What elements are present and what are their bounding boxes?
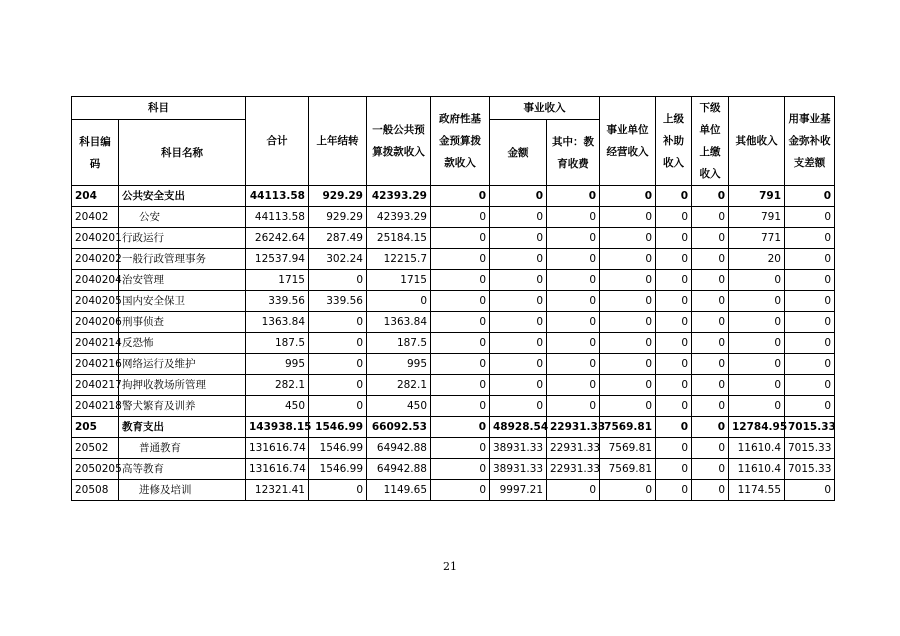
cell-code: 2040205 [72,291,119,312]
table-row [72,228,835,249]
cell-gov-fund: 0 [431,186,490,207]
cell-code: 204 [72,186,119,207]
cell-reserve: 7015.33 [785,417,835,438]
cell-other: 791 [729,207,785,228]
cell-carryover: 0 [309,333,367,354]
cell-reserve: 0 [785,396,835,417]
cell-upper: 0 [656,480,692,501]
cell-operating: 0 [600,333,656,354]
cell-edu-fee: 0 [547,207,600,228]
table-row [72,333,835,354]
header-other-income: 其他收入 [729,97,785,186]
cell-general: 64942.88 [367,459,431,480]
cell-gov-fund: 0 [431,291,490,312]
cell-lower: 0 [692,396,729,417]
budget-table [71,96,835,501]
header-edu-fee: 其中：教育收费 [547,120,600,186]
cell-carryover: 302.24 [309,249,367,270]
cell-operating: 0 [600,207,656,228]
cell-general: 25184.15 [367,228,431,249]
cell-operating: 0 [600,396,656,417]
cell-gov-fund: 0 [431,312,490,333]
cell-amount: 0 [490,354,547,375]
cell-name: 公共安全支出 [119,186,246,207]
cell-operating: 7569.81 [600,417,656,438]
cell-reserve: 7015.33 [785,459,835,480]
cell-reserve: 0 [785,312,835,333]
cell-edu-fee: 22931.33 [547,459,600,480]
cell-name: 教育支出 [119,417,246,438]
cell-name: 治安管理 [119,270,246,291]
cell-gov-fund: 0 [431,480,490,501]
header-upper-subsidy: 上级补助收入 [656,97,692,186]
cell-other: 1174.55 [729,480,785,501]
cell-lower: 0 [692,249,729,270]
cell-lower: 0 [692,459,729,480]
table-row [72,270,835,291]
cell-edu-fee: 0 [547,333,600,354]
cell-general: 450 [367,396,431,417]
cell-upper: 0 [656,459,692,480]
table-row [72,480,835,501]
cell-general: 64942.88 [367,438,431,459]
cell-carryover: 1546.99 [309,438,367,459]
cell-total: 26242.64 [246,228,309,249]
cell-amount: 0 [490,333,547,354]
table-row [72,249,835,270]
cell-other: 11610.4 [729,438,785,459]
table-row [72,186,835,207]
cell-general: 42393.29 [367,186,431,207]
cell-name: 一般行政管理事务 [119,249,246,270]
cell-edu-fee: 0 [547,480,600,501]
header-amount: 金额 [490,120,547,186]
cell-name: 公安 [119,207,246,228]
cell-amount: 38931.33 [490,459,547,480]
cell-operating: 0 [600,249,656,270]
cell-other: 0 [729,333,785,354]
cell-total: 44113.58 [246,207,309,228]
table-row [72,354,835,375]
cell-edu-fee: 0 [547,375,600,396]
cell-carryover: 0 [309,270,367,291]
cell-upper: 0 [656,396,692,417]
cell-code: 2040206 [72,312,119,333]
cell-edu-fee: 0 [547,354,600,375]
cell-reserve: 0 [785,354,835,375]
cell-gov-fund: 0 [431,249,490,270]
cell-name: 高等教育 [119,459,246,480]
cell-code: 20402 [72,207,119,228]
cell-edu-fee: 22931.33 [547,417,600,438]
cell-gov-fund: 0 [431,333,490,354]
cell-other: 0 [729,312,785,333]
header-total: 合计 [246,97,309,186]
cell-total: 450 [246,396,309,417]
cell-name: 普通教育 [119,438,246,459]
cell-upper: 0 [656,270,692,291]
cell-edu-fee: 0 [547,186,600,207]
cell-carryover: 0 [309,396,367,417]
cell-other: 791 [729,186,785,207]
cell-total: 1363.84 [246,312,309,333]
cell-lower: 0 [692,186,729,207]
cell-name: 行政运行 [119,228,246,249]
cell-name: 反恐怖 [119,333,246,354]
cell-edu-fee: 0 [547,291,600,312]
cell-total: 44113.58 [246,186,309,207]
cell-general: 1715 [367,270,431,291]
cell-other: 0 [729,354,785,375]
table-row [72,459,835,480]
cell-amount: 0 [490,207,547,228]
cell-general: 187.5 [367,333,431,354]
cell-name: 国内安全保卫 [119,291,246,312]
cell-carryover: 0 [309,375,367,396]
cell-carryover: 929.29 [309,207,367,228]
cell-carryover: 287.49 [309,228,367,249]
cell-general: 282.1 [367,375,431,396]
cell-amount: 0 [490,186,547,207]
cell-code: 2050205 [72,459,119,480]
table-row [72,312,835,333]
cell-name: 进修及培训 [119,480,246,501]
cell-lower: 0 [692,291,729,312]
cell-carryover: 0 [309,354,367,375]
cell-total: 339.56 [246,291,309,312]
cell-operating: 0 [600,291,656,312]
cell-upper: 0 [656,354,692,375]
cell-operating: 0 [600,312,656,333]
cell-code: 2040204 [72,270,119,291]
cell-lower: 0 [692,312,729,333]
cell-edu-fee: 0 [547,396,600,417]
cell-general: 0 [367,291,431,312]
cell-upper: 0 [656,375,692,396]
cell-lower: 0 [692,438,729,459]
header-lower-payment: 下级单位上缴收入 [692,97,729,186]
cell-reserve: 0 [785,207,835,228]
cell-carryover: 0 [309,312,367,333]
cell-operating: 7569.81 [600,438,656,459]
cell-total: 995 [246,354,309,375]
cell-other: 0 [729,396,785,417]
cell-name: 网络运行及维护 [119,354,246,375]
cell-total: 131616.74 [246,438,309,459]
cell-total: 187.5 [246,333,309,354]
cell-code: 2040218 [72,396,119,417]
cell-code: 2040201 [72,228,119,249]
cell-code: 2040216 [72,354,119,375]
cell-edu-fee: 0 [547,249,600,270]
header-subject-code: 科目编码 [72,120,119,186]
header-reserve-fund: 用事业基金弥补收支差额 [785,97,835,186]
cell-gov-fund: 0 [431,459,490,480]
cell-code: 20508 [72,480,119,501]
cell-carryover: 929.29 [309,186,367,207]
table-row [72,375,835,396]
cell-reserve: 0 [785,186,835,207]
cell-amount: 0 [490,312,547,333]
cell-name: 警犬繁育及训养 [119,396,246,417]
cell-general: 1363.84 [367,312,431,333]
cell-gov-fund: 0 [431,417,490,438]
cell-general: 66092.53 [367,417,431,438]
cell-upper: 0 [656,417,692,438]
cell-amount: 0 [490,396,547,417]
cell-amount: 0 [490,228,547,249]
cell-lower: 0 [692,333,729,354]
cell-code: 2040202 [72,249,119,270]
cell-reserve: 0 [785,375,835,396]
cell-carryover: 1546.99 [309,417,367,438]
cell-total: 131616.74 [246,459,309,480]
cell-gov-fund: 0 [431,396,490,417]
cell-operating: 0 [600,270,656,291]
cell-amount: 0 [490,291,547,312]
cell-reserve: 0 [785,291,835,312]
header-subject-name: 科目名称 [119,120,246,186]
cell-code: 20502 [72,438,119,459]
cell-operating: 0 [600,228,656,249]
cell-name: 拘押收教场所管理 [119,375,246,396]
header-carryover: 上年结转 [309,97,367,186]
cell-operating: 0 [600,480,656,501]
cell-other: 12784.95 [729,417,785,438]
cell-carryover: 339.56 [309,291,367,312]
cell-gov-fund: 0 [431,270,490,291]
cell-edu-fee: 0 [547,312,600,333]
cell-lower: 0 [692,375,729,396]
cell-upper: 0 [656,207,692,228]
cell-code: 2040214 [72,333,119,354]
table-body [72,186,835,501]
cell-upper: 0 [656,186,692,207]
cell-lower: 0 [692,480,729,501]
table-row [72,438,835,459]
cell-amount: 0 [490,375,547,396]
header-subject: 科目 [72,97,246,120]
cell-gov-fund: 0 [431,228,490,249]
cell-edu-fee: 0 [547,270,600,291]
cell-name: 刑事侦查 [119,312,246,333]
cell-reserve: 0 [785,228,835,249]
cell-edu-fee: 22931.33 [547,438,600,459]
cell-total: 1715 [246,270,309,291]
cell-reserve: 0 [785,249,835,270]
cell-operating: 0 [600,375,656,396]
cell-other: 0 [729,291,785,312]
header-general-budget: 一般公共预算拨款收入 [367,97,431,186]
table-row [72,417,835,438]
cell-operating: 0 [600,186,656,207]
cell-amount: 38931.33 [490,438,547,459]
cell-other: 0 [729,375,785,396]
cell-operating: 0 [600,354,656,375]
cell-carryover: 0 [309,480,367,501]
table-row [72,396,835,417]
header-gov-fund: 政府性基金预算拨款收入 [431,97,490,186]
cell-amount: 9997.21 [490,480,547,501]
cell-lower: 0 [692,228,729,249]
cell-gov-fund: 0 [431,354,490,375]
cell-gov-fund: 0 [431,207,490,228]
cell-operating: 7569.81 [600,459,656,480]
cell-general: 12215.7 [367,249,431,270]
cell-gov-fund: 0 [431,438,490,459]
page-number: 21 [443,560,457,573]
cell-general: 995 [367,354,431,375]
cell-upper: 0 [656,228,692,249]
cell-total: 12321.41 [246,480,309,501]
cell-upper: 0 [656,333,692,354]
cell-edu-fee: 0 [547,228,600,249]
cell-other: 771 [729,228,785,249]
cell-total: 143938.15 [246,417,309,438]
cell-reserve: 0 [785,480,835,501]
cell-total: 12537.94 [246,249,309,270]
cell-upper: 0 [656,312,692,333]
cell-upper: 0 [656,249,692,270]
cell-lower: 0 [692,354,729,375]
cell-gov-fund: 0 [431,375,490,396]
cell-amount: 48928.54 [490,417,547,438]
cell-upper: 0 [656,438,692,459]
cell-total: 282.1 [246,375,309,396]
cell-general: 42393.29 [367,207,431,228]
table-row [72,207,835,228]
cell-other: 11610.4 [729,459,785,480]
cell-carryover: 1546.99 [309,459,367,480]
cell-upper: 0 [656,291,692,312]
cell-lower: 0 [692,207,729,228]
cell-code: 2040217 [72,375,119,396]
cell-lower: 0 [692,270,729,291]
cell-code: 205 [72,417,119,438]
header-unit-operating: 事业单位经营收入 [600,97,656,186]
cell-lower: 0 [692,417,729,438]
cell-amount: 0 [490,270,547,291]
table-row [72,291,835,312]
cell-reserve: 7015.33 [785,438,835,459]
header-business-income: 事业收入 [490,97,600,120]
cell-other: 0 [729,270,785,291]
cell-reserve: 0 [785,270,835,291]
cell-reserve: 0 [785,333,835,354]
cell-amount: 0 [490,249,547,270]
cell-general: 1149.65 [367,480,431,501]
cell-other: 20 [729,249,785,270]
